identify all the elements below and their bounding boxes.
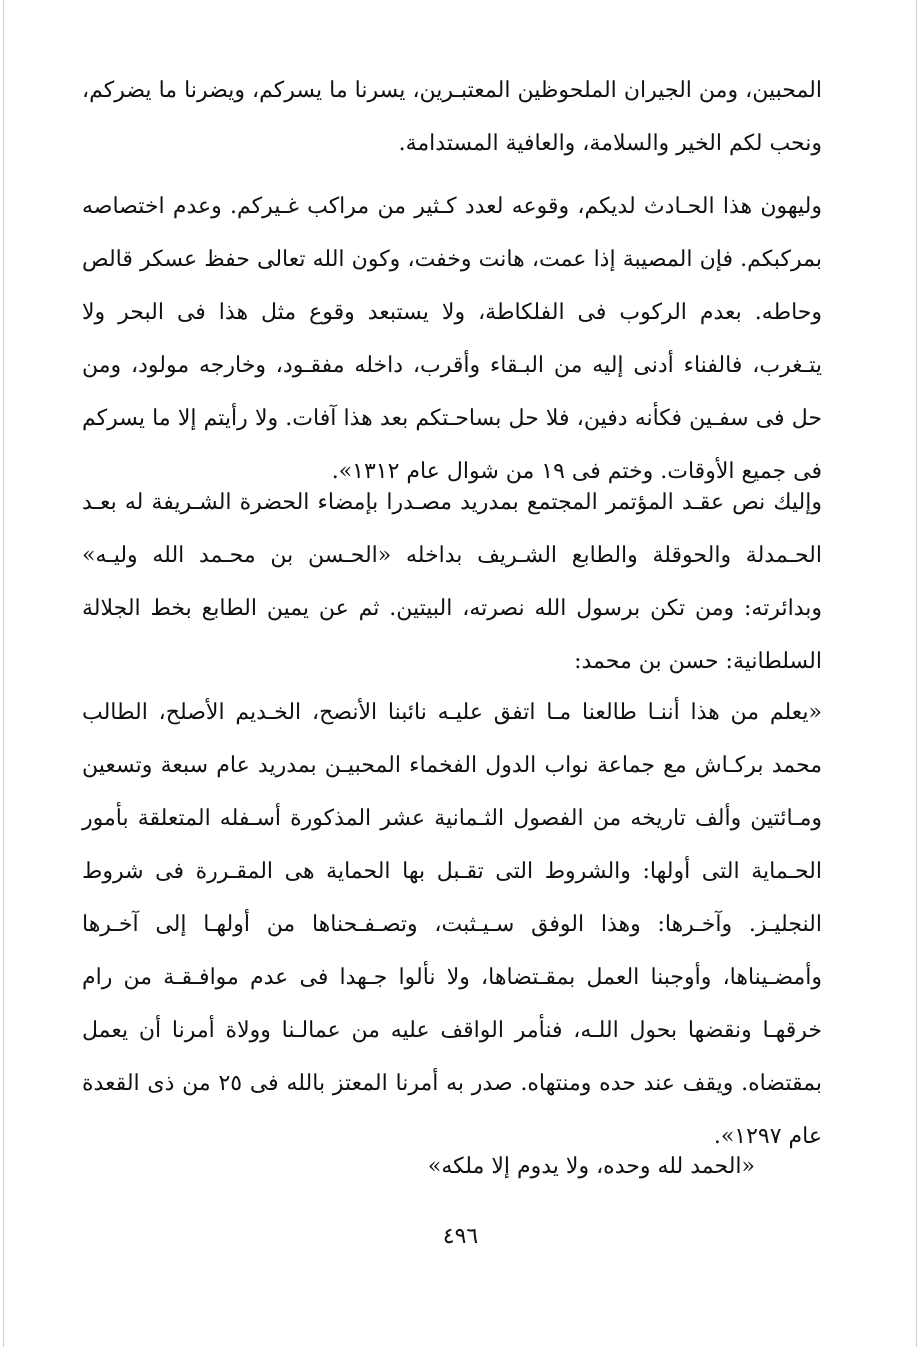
paragraph-letter-closing: المحبين، ومن الجيران الملحوظين المعتبـرين، يسرنا ما يسركم، ويضرنا ما يضركم، ونحب لكم الخير والسلامة، والعافية المستدامة. [82,78,823,156]
paragraph-madrid-decree: «يعلم من هذا أننـا طالعنا مـا اتفق عليـه نائبنا الأنصح، الخـديم الأصلح، الطالب محمد بركـاش مع جماعة نواب الدول الفخماء المحبيـن بمدريد عام سبعة وتسعين ومـائتين وألف تاريخه من الفصول الثـمانية عشر المذكورة أسـفله المتعلقة بأمور الحـماية التى أولها: والشروط التى تقـبل بها الحماية هى المقـررة فى شروط النجليـز. وآخـرها: وهذا الوفق سـيـثبت، وتصـفـحناها من أولهـا إلى آخـرها وأمضـيناها، وأوجبنا العمل بمقـتضاها، ولا نألوا جـهدا فى عدم موافـقـة من رام خرقهـا ونقضها بحول اللـه، فنأمر الواقف عليه من عمالـنا وولاة أمرنا أن يعمل بمقتضاه. ويقف عند حده ومنتهاه. صدر به أمرنا المعتز بالله فى ٢٥ من ذى القعدة عام ١٢٩٧». [82,700,822,1149]
paragraph-condolence: وليهون هذا الحـادث لديكم، وقوعه لعدد كـثير من مراكب غـيركم. وعدم اختصاصه بمركبكم. فإن المصيبة إذا عمت، هانت وخفت، وكون الله تعالى حفظ عسكر قالص وحاطه. بعدم الركوب فى الفلكاطة، ولا يستبعد وقوع مثل هذا فى البحر ولا يتـغرب، فالفناء أدنى إليه من البـقاء وأقرب، داخله مفقـود، وخارجه مولود، ومن حل فى سفـين فكأنه دفين، فلا حل بساحـتكم بعد هذا آفات. ولا رأيتم إلا ما يسركم فى جميع الأوقات. وختم فى ١٩ من شوال عام ١٣١٢». [82,194,822,484]
scan-edge-line [3,0,4,1347]
page-number: ٤٩٦ [442,1224,479,1249]
paragraph-madrid-intro: وإليك نص عقـد المؤتمر المجتمع بمدريد مصـدرا بإمضاء الحضرة الشـريفة له بعـد الحـمدلة والحوقلة والطابع الشـريف بداخله «الحـسن بن محـمد الله وليـه» وبدائرته: ومن تكن برسول الله نصرته، البيتين. ثم عن يمين الطابع بخط الجلالة السلطانية: حسن بن محمد: [82,490,822,674]
closing-formula: «الحمد لله وحده، ولا يدوم إلا ملكه» [427,1154,755,1179]
scan-edge-line [916,0,917,1347]
